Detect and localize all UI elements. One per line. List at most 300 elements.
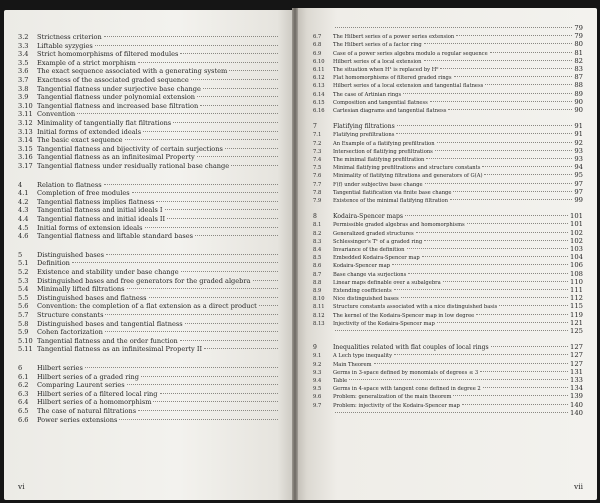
toc-entry-title: Inequalities related with flat couples of local rings bbox=[333, 344, 489, 352]
toc-entry-title: Minimal flatifying prefiltrations and structure constants bbox=[333, 165, 481, 172]
toc-entry-number: 3.12 bbox=[18, 119, 33, 127]
toc-entry bbox=[313, 262, 583, 269]
toc-dot-leader bbox=[453, 191, 572, 192]
toc-entry-number: 4 bbox=[18, 180, 23, 189]
toc-entry-title: An Example of a flatifying prefiltration bbox=[333, 140, 435, 147]
toc-entry-number: 6.6 bbox=[18, 415, 29, 424]
toc-entry-title: Main Theorem bbox=[333, 361, 372, 368]
toc-entry-number: 5 bbox=[18, 250, 23, 259]
toc-entry bbox=[18, 207, 280, 214]
toc-dot-leader bbox=[119, 419, 278, 420]
toc-entry-number: 7.8 bbox=[313, 189, 322, 196]
toc-dot-leader bbox=[405, 215, 568, 216]
toc-entry-page: 102 bbox=[570, 228, 583, 237]
toc-entry bbox=[18, 329, 280, 336]
toc-entry-number: 9.6 bbox=[313, 394, 322, 401]
toc-entry-number: 6.13 bbox=[313, 83, 325, 90]
toc-dot-leader bbox=[401, 297, 568, 298]
toc-entry-number: 7.4 bbox=[313, 157, 322, 163]
toc-dot-leader bbox=[231, 165, 278, 166]
toc-entry-page: 99 bbox=[574, 196, 583, 204]
toc-entry-title: Hilbert series of a filtered local ring bbox=[37, 389, 158, 398]
toc-entry bbox=[313, 271, 583, 278]
toc-dot-leader bbox=[483, 387, 568, 388]
toc-entry-number: 5.7 bbox=[18, 311, 29, 319]
toc-entry-page: 95 bbox=[574, 171, 583, 180]
toc-dot-leader bbox=[104, 36, 278, 37]
toc-entry-number: 8.12 bbox=[313, 312, 325, 319]
toc-entry-title: Distinguished bases and flatness bbox=[37, 293, 147, 302]
toc-entry bbox=[313, 181, 583, 188]
toc-entry bbox=[18, 346, 280, 353]
toc-entry bbox=[18, 382, 280, 389]
toc-entry-number: 3.10 bbox=[18, 101, 33, 110]
toc-entry-number: 8 bbox=[313, 213, 317, 221]
toc-dot-leader bbox=[181, 271, 278, 272]
toc-entry bbox=[18, 34, 280, 41]
toc-entry-number: 5.10 bbox=[18, 336, 33, 345]
toc-entry-title: Minimality of tangentially flat filtrations bbox=[37, 119, 172, 127]
toc-entry-number: 4.6 bbox=[18, 232, 29, 241]
toc-entry-number: 4.5 bbox=[18, 223, 29, 232]
toc-entry-number: 6.1 bbox=[18, 372, 29, 381]
toc-dot-leader bbox=[180, 53, 278, 54]
toc-dot-leader bbox=[396, 133, 572, 134]
toc-entry-number: 6.10 bbox=[313, 58, 325, 65]
toc-entry-number: 6.8 bbox=[313, 42, 322, 49]
toc-entry-number: 3.9 bbox=[18, 93, 29, 102]
toc-entry-number: 3.14 bbox=[18, 136, 33, 145]
toc-entry-number: 7.3 bbox=[313, 148, 322, 155]
toc-entry-number: 6.14 bbox=[313, 91, 325, 98]
toc-entry bbox=[313, 82, 583, 89]
toc-dot-leader bbox=[408, 273, 568, 274]
toc-entry bbox=[313, 58, 583, 65]
toc-entry-page: 140 bbox=[570, 400, 583, 409]
toc-entry-number: 8.10 bbox=[313, 296, 325, 303]
toc-entry bbox=[18, 199, 280, 206]
toc-entry bbox=[313, 33, 583, 40]
toc-entry-number: 3.6 bbox=[18, 67, 29, 76]
toc-entry-title: Initial forms of extended ideals bbox=[37, 127, 142, 136]
toc-entry-title: Liftable syzygies bbox=[37, 41, 93, 50]
toc-dot-leader bbox=[453, 395, 568, 396]
toc-entry-number: 5.2 bbox=[18, 268, 29, 276]
toc-entry-number: 3.13 bbox=[18, 127, 33, 136]
toc-entry-number: 6.7 bbox=[313, 34, 322, 41]
toc-entry-number: 7 bbox=[313, 123, 317, 131]
toc-entry bbox=[18, 190, 280, 197]
toc-entry-title: Completion of free modules bbox=[37, 189, 130, 198]
toc-entry-page: 108 bbox=[570, 269, 583, 278]
toc-entry-page: 82 bbox=[574, 56, 583, 65]
toc-entry-number: 7.5 bbox=[313, 165, 322, 172]
toc-entry-title: Tangential flatness and initial ideals II bbox=[37, 215, 166, 223]
toc-dot-leader bbox=[491, 346, 568, 347]
toc-entry-title: The situation when H¹ is replaced by H⁰ bbox=[333, 67, 439, 73]
toc-entry-title: Hilbert series of a homomorphism bbox=[37, 398, 152, 407]
toc-dot-leader bbox=[450, 199, 572, 200]
toc-dot-leader bbox=[106, 254, 278, 255]
toc-entry bbox=[313, 361, 583, 368]
toc-entry-page: 112 bbox=[570, 294, 583, 303]
toc-entry-number: 9 bbox=[313, 344, 317, 352]
toc-entry-page: 127 bbox=[570, 359, 583, 368]
toc-entry-title: Invariance of the definition bbox=[333, 247, 405, 253]
toc-entry-title: Cartesian diagrams and tangential flatness bbox=[333, 108, 447, 114]
toc-dot-leader bbox=[197, 156, 278, 157]
toc-entry-title: Strictness criterion bbox=[37, 33, 102, 41]
toc-entry-number: 5.1 bbox=[18, 259, 29, 268]
toc-dot-leader bbox=[426, 158, 572, 159]
toc-entry-number: 4.2 bbox=[18, 197, 29, 206]
toc-entry bbox=[313, 238, 583, 245]
toc-entry bbox=[313, 140, 583, 147]
toc-dot-leader bbox=[127, 288, 278, 289]
toc-dot-leader bbox=[499, 305, 568, 306]
toc-entry bbox=[18, 225, 280, 232]
toc-entry bbox=[18, 252, 280, 259]
toc-entry-number: 8.13 bbox=[313, 320, 325, 327]
toc-entry-number: 6.4 bbox=[18, 398, 29, 407]
toc-dot-leader bbox=[394, 289, 568, 290]
toc-entry bbox=[313, 230, 583, 237]
toc-entry-title: The case of natural filtrations bbox=[37, 407, 137, 415]
toc-entry-title: Tangential flatification via finite base change bbox=[333, 189, 452, 196]
toc-dot-leader bbox=[125, 139, 278, 140]
toc-dot-leader bbox=[197, 96, 278, 97]
toc-entry bbox=[313, 303, 583, 310]
toc-entry-number: 7.2 bbox=[313, 140, 322, 147]
toc-entry bbox=[18, 321, 280, 328]
toc-entry-page: 115 bbox=[570, 302, 583, 311]
toc-entry-number: 8.5 bbox=[313, 255, 322, 262]
toc-entry-page: 90 bbox=[574, 106, 583, 114]
toc-entry-page: 92 bbox=[574, 138, 583, 147]
toc-dot-leader bbox=[424, 43, 573, 44]
toc-entry bbox=[313, 385, 583, 392]
toc-entry-title: Tangential flatness implies flatness bbox=[37, 197, 155, 206]
toc-entry bbox=[313, 107, 583, 114]
toc-dot-leader bbox=[485, 84, 572, 85]
toc-entry-title: Germs in 4-space with tangent cone defined in degree 2 bbox=[333, 386, 481, 393]
toc-dot-leader bbox=[416, 232, 568, 233]
toc-dot-leader bbox=[480, 371, 568, 372]
toc-entry-number: 6.3 bbox=[18, 389, 29, 398]
toc-entry-title: A Lech type inequality bbox=[333, 353, 393, 360]
toc-dot-leader bbox=[143, 131, 278, 132]
toc-dot-leader bbox=[85, 367, 278, 368]
toc-dot-leader bbox=[127, 384, 278, 385]
toc-entry-page: 104 bbox=[570, 253, 583, 262]
toc-entry bbox=[313, 402, 583, 409]
toc-entry bbox=[313, 279, 583, 286]
toc-entry-page: 106 bbox=[570, 261, 583, 270]
toc-dot-leader bbox=[72, 262, 278, 263]
toc-entry-title: Injectivity of the Kodaira-Spencer map bbox=[333, 320, 435, 327]
toc-entry-page: 139 bbox=[570, 392, 583, 401]
toc-entry-title: Hilbert series of a local extension bbox=[333, 58, 422, 65]
toc-entry bbox=[18, 120, 280, 127]
toc-dot-leader bbox=[454, 76, 573, 77]
toc-entry-page: 101 bbox=[570, 212, 583, 221]
toc-entry-title: Example of a strict morphism bbox=[37, 58, 136, 67]
toc-entry-number: 5.4 bbox=[18, 285, 29, 294]
toc-dot-leader bbox=[482, 166, 572, 167]
toc-entry-number: 6.15 bbox=[313, 99, 325, 106]
toc-entry-number: 6.9 bbox=[313, 50, 322, 57]
left-page bbox=[4, 10, 295, 500]
toc-entry-page: 127 bbox=[570, 351, 583, 360]
toc-entry bbox=[18, 286, 280, 293]
toc-entry-number: 8.4 bbox=[313, 247, 322, 253]
toc-entry-title: The basic exact sequence bbox=[37, 136, 123, 145]
toc-entry-title: Initial forms of extension ideals bbox=[37, 223, 143, 232]
toc-entry-number: 6.11 bbox=[313, 67, 325, 73]
toc-entry-title: Tangential flatness and increased base filtration bbox=[37, 101, 199, 110]
toc-entry bbox=[313, 91, 583, 98]
toc-entry bbox=[313, 295, 583, 302]
toc-entry-title: Tangential flatness as an infinitesimal Property II bbox=[37, 345, 203, 354]
toc-entry-page: 101 bbox=[570, 220, 583, 229]
toc-entry-title: Structure constants bbox=[37, 311, 104, 319]
toc-entry-number: 5.6 bbox=[18, 302, 29, 311]
toc-entry bbox=[313, 164, 583, 171]
toc-entry-number: 8.1 bbox=[313, 222, 322, 229]
toc-entry-title: The minimal flatifying prefiltration bbox=[333, 157, 425, 163]
toc-entry bbox=[313, 328, 583, 335]
toc-entry-number: 9.5 bbox=[313, 386, 322, 393]
toc-entry-number: 3.5 bbox=[18, 58, 29, 67]
toc-dot-leader bbox=[105, 314, 278, 315]
toc-dot-leader bbox=[407, 248, 569, 249]
toc-dot-leader bbox=[425, 183, 573, 184]
toc-entry bbox=[313, 99, 583, 106]
toc-dot-leader bbox=[394, 354, 568, 355]
toc-dot-leader bbox=[335, 27, 572, 28]
toc-entry-title: The case of Artinian rings bbox=[333, 91, 402, 98]
toc-entry-title: Tangential flatness as an infinitesimal Property bbox=[37, 153, 195, 162]
toc-dot-leader bbox=[467, 223, 568, 224]
toc-entry-title: Tangential flatness under residually rational base change bbox=[37, 162, 230, 170]
toc-entry bbox=[313, 66, 583, 73]
toc-entry bbox=[18, 77, 280, 84]
toc-entry-title: Minimally lifted filtrations bbox=[37, 285, 125, 294]
toc-entry bbox=[313, 123, 583, 130]
toc-entry-number: 5.5 bbox=[18, 293, 29, 302]
toc-entry-number: 9.1 bbox=[313, 353, 322, 360]
toc-entry-title: Tangential flatness and initial ideals I bbox=[37, 206, 163, 215]
toc-entry bbox=[313, 254, 583, 261]
toc-entry-number: 3.16 bbox=[18, 153, 33, 162]
toc-dot-leader bbox=[160, 393, 278, 394]
toc-entry-page: 134 bbox=[570, 384, 583, 393]
toc-entry bbox=[18, 303, 280, 310]
toc-dot-leader bbox=[403, 93, 572, 94]
toc-dot-leader bbox=[397, 125, 573, 126]
toc-entry-title: Tangential flatness and liftable standard bases bbox=[37, 232, 194, 241]
toc-entry-number: 4.1 bbox=[18, 189, 29, 198]
toc-entry bbox=[18, 60, 280, 67]
toc-dot-leader bbox=[253, 280, 279, 281]
toc-entry-title: Strict homomorphisms of filtered modules bbox=[37, 50, 179, 59]
toc-entry-page: 80 bbox=[574, 40, 583, 49]
toc-entry-number: 3.11 bbox=[18, 110, 33, 119]
toc-entry-number: 4.3 bbox=[18, 206, 29, 215]
toc-entry-title: Relation to flatness bbox=[37, 180, 102, 189]
toc-dot-leader bbox=[141, 376, 278, 377]
toc-dot-leader bbox=[203, 88, 278, 89]
toc-entry bbox=[18, 182, 280, 189]
toc-entry bbox=[313, 320, 583, 327]
toc-entry-title: The kernel of the Kodaira-Spencer map in low degree bbox=[333, 312, 475, 319]
toc-entry-title: Problem: injectivity of the Kodaira-Spencer map bbox=[333, 402, 460, 409]
toc-dot-leader bbox=[138, 410, 278, 411]
toc-entry-number: 7.9 bbox=[313, 198, 322, 204]
toc-dot-leader bbox=[185, 323, 278, 324]
toc-dot-leader bbox=[424, 240, 568, 241]
toc-entry-number: 5.3 bbox=[18, 276, 29, 285]
toc-entry-title: Kodaira-Spencer maps bbox=[333, 213, 404, 221]
toc-entry-number: 6 bbox=[18, 364, 23, 372]
toc-entry bbox=[18, 260, 280, 267]
toc-entry bbox=[18, 269, 280, 276]
toc-entry-number: 9.4 bbox=[313, 378, 322, 384]
toc-entry-number: 8.6 bbox=[313, 263, 322, 270]
toc-entry-number: 4.4 bbox=[18, 215, 29, 223]
toc-entry bbox=[313, 156, 583, 163]
left-page-number: vi bbox=[18, 482, 25, 491]
toc-entry-title: Distinguished bases bbox=[37, 250, 105, 259]
toc-entry bbox=[313, 172, 583, 179]
toc-entry-title: Linear maps definable over a subalgebra bbox=[333, 279, 441, 286]
toc-entry-page: 79 bbox=[574, 24, 583, 32]
toc-dot-leader bbox=[95, 45, 278, 46]
toc-dot-leader bbox=[191, 79, 278, 80]
toc-entry-page: 88 bbox=[574, 81, 583, 90]
toc-entry-page: 111 bbox=[570, 286, 583, 294]
toc-entry bbox=[18, 233, 280, 240]
toc-dot-leader bbox=[435, 150, 572, 151]
toc-entry-title: F(f) under subjective base change bbox=[333, 181, 423, 188]
toc-entry-page: 125 bbox=[570, 327, 583, 335]
toc-entry-title: Schlessinger's T¹ of a graded ring bbox=[333, 238, 423, 245]
toc-entry bbox=[313, 148, 583, 155]
toc-entry-number: 9.2 bbox=[313, 361, 322, 368]
toc-entry-number: 7.6 bbox=[313, 173, 322, 180]
toc-entry bbox=[18, 111, 280, 118]
toc-entry-page: 131 bbox=[570, 367, 583, 376]
toc-dot-leader bbox=[424, 60, 573, 61]
toc-entry-number: 8.9 bbox=[313, 288, 322, 294]
toc-dot-leader bbox=[229, 70, 278, 71]
toc-entry bbox=[18, 103, 280, 110]
toc-entry-title: Definition bbox=[37, 259, 70, 268]
toc-entry-title: Extending coefficients bbox=[333, 288, 392, 294]
toc-dot-leader bbox=[200, 105, 278, 106]
toc-dot-leader bbox=[204, 348, 278, 349]
toc-entry-title: Tangential flatness under surjective base change bbox=[37, 84, 201, 93]
toc-entry-page: 93 bbox=[574, 155, 583, 163]
toc-entry-page: 90 bbox=[574, 97, 583, 106]
toc-entry-title: Embedded Kodaira-Spencer map bbox=[333, 255, 420, 262]
toc-dot-leader bbox=[156, 201, 278, 202]
toc-dot-leader bbox=[392, 264, 568, 265]
toc-entry bbox=[313, 213, 583, 220]
toc-entry bbox=[18, 338, 280, 345]
toc-entry bbox=[18, 137, 280, 144]
toc-entry bbox=[313, 189, 583, 196]
toc-entry-title: Convention bbox=[37, 110, 76, 119]
toc-entry bbox=[18, 154, 280, 161]
toc-entry-number: 3.7 bbox=[18, 76, 29, 84]
toc-dot-leader bbox=[195, 235, 278, 236]
toc-dot-leader bbox=[422, 256, 568, 257]
toc-dot-leader bbox=[104, 184, 278, 185]
toc-entry-title: The Hilbert series of a power series extension bbox=[333, 34, 455, 41]
toc-entry bbox=[313, 369, 583, 376]
toc-entry bbox=[313, 221, 583, 228]
toc-entry-title: Intersection of flatifying prefiltrations bbox=[333, 148, 433, 155]
toc-entry-number: 8.7 bbox=[313, 271, 322, 278]
toc-entry-page: 83 bbox=[574, 65, 583, 73]
toc-dot-leader bbox=[437, 322, 568, 323]
toc-entry-number: 8.2 bbox=[313, 230, 322, 237]
toc-entry-page: 102 bbox=[570, 236, 583, 245]
toc-entry-number: 8.11 bbox=[313, 304, 325, 311]
toc-entry-page: 93 bbox=[574, 146, 583, 155]
toc-entry-number: 6.5 bbox=[18, 407, 29, 415]
toc-entry-title: Structure constants associated with a nice distinguished basis bbox=[333, 304, 498, 311]
toc-entry-page: 97 bbox=[574, 187, 583, 196]
toc-entry bbox=[313, 41, 583, 48]
toc-entry-title: Generalized graded structures bbox=[333, 230, 414, 237]
toc-entry-title: The exact sequence associated with a generating system bbox=[37, 67, 228, 76]
toc-dot-leader bbox=[165, 209, 278, 210]
toc-entry bbox=[18, 86, 280, 93]
toc-entry-title: Existence of the minimal flatifying filtration bbox=[333, 198, 448, 204]
toc-entry bbox=[313, 50, 583, 57]
toc-entry bbox=[313, 287, 583, 294]
toc-entry bbox=[313, 25, 583, 32]
toc-entry-title: Germs in 3-space defined by monomials of degrees ≤ 3 bbox=[333, 369, 479, 376]
toc-dot-leader bbox=[430, 101, 573, 102]
toc-entry bbox=[18, 399, 280, 406]
toc-entry bbox=[18, 295, 280, 302]
toc-dot-leader bbox=[153, 401, 278, 402]
toc-dot-leader bbox=[225, 148, 278, 149]
toc-entry bbox=[313, 377, 583, 384]
toc-entry bbox=[18, 146, 280, 153]
toc-entry bbox=[18, 278, 280, 285]
toc-entry-number: 3.3 bbox=[18, 41, 29, 50]
toc-entry-title: The Hilbert series of a factor ring bbox=[333, 42, 422, 49]
toc-entry-number: 3.4 bbox=[18, 50, 29, 59]
toc-dot-leader bbox=[259, 305, 278, 306]
toc-entry-title: Base change via surjections bbox=[333, 271, 407, 278]
toc-entry bbox=[18, 94, 280, 101]
toc-dot-leader bbox=[440, 68, 572, 69]
toc-entry-title: Permissible graded algebras and homomorphisms bbox=[333, 222, 465, 229]
toc-entry-page: 89 bbox=[574, 89, 583, 98]
toc-dot-leader bbox=[462, 404, 568, 405]
toc-entry-title: Minimality of flatifying filtrations and generators of G(A) bbox=[333, 173, 483, 180]
toc-entry-page: 121 bbox=[570, 318, 583, 327]
toc-entry-page: 81 bbox=[574, 48, 583, 57]
toc-entry-title: Problem: generalization of the main theorem bbox=[333, 394, 452, 401]
toc-entry bbox=[18, 129, 280, 136]
toc-dot-leader bbox=[456, 35, 572, 36]
